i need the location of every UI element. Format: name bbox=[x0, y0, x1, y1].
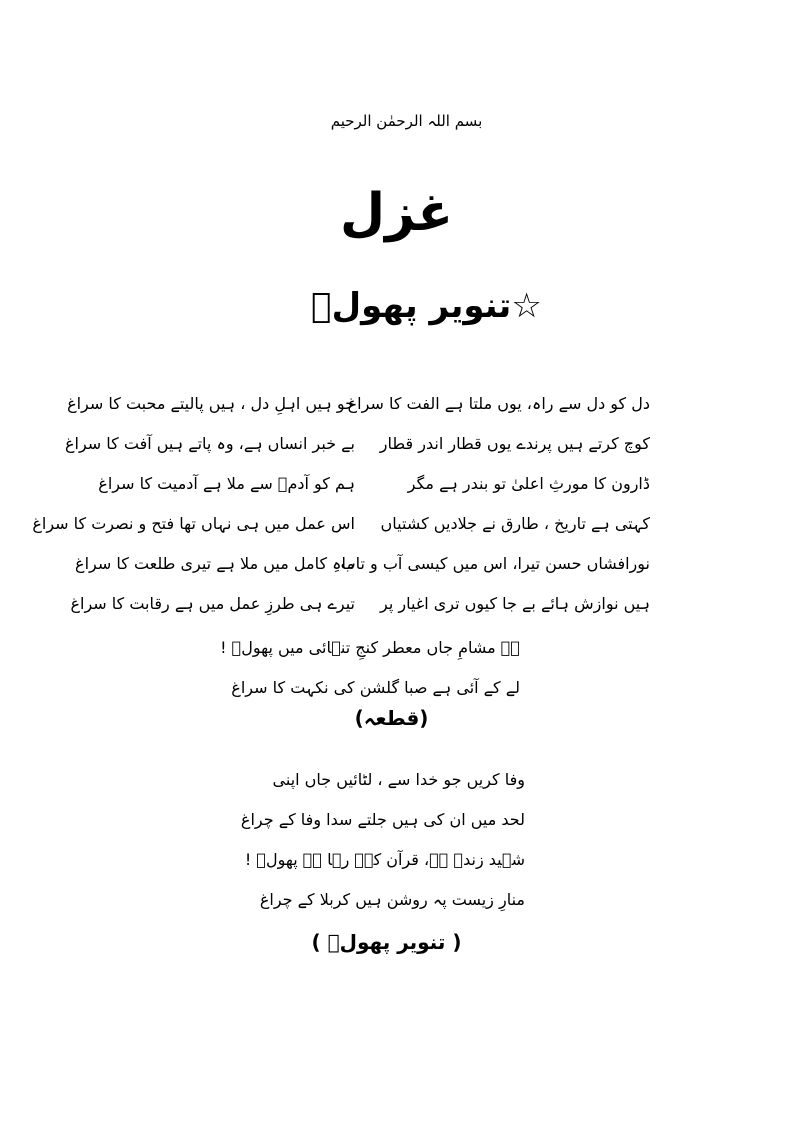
couplet bbox=[64, 424, 650, 464]
couplet-second-line: ماہِ کامل میں ملا ہے تیری طلعت کا سراغ bbox=[75, 554, 355, 573]
qata-heading: (قطعہ) bbox=[354, 706, 429, 730]
qata-line: وفا کریں جو خدا سے ، لٹائیں جاں اپنی bbox=[272, 770, 525, 789]
couplet bbox=[98, 464, 650, 504]
page-title: غزل bbox=[340, 183, 453, 243]
couplet-first-line: ڈارون کا مورثِ اعلیٰ تو بندر ہے مگر bbox=[407, 474, 650, 493]
couplet bbox=[32, 504, 650, 544]
poet-name: ☆تنویر پھولؔ bbox=[311, 286, 542, 326]
couplet-second-line: جو ہیں اہلِ دل ، ہیں پالیتے محبت کا سراغ bbox=[67, 394, 355, 413]
couplet bbox=[70, 584, 650, 624]
couplet-first-line: نورافشاں حسن تیرا، اس میں کیسی آب و تاب bbox=[340, 554, 650, 573]
maqta-line: لے کے آئی ہے صبا گلشن کی نکہت کا سراغ bbox=[231, 678, 520, 697]
maqta-line: ہے مشامِ جاں معطر کنجِ تنہائی میں پھولؔ ! bbox=[220, 638, 520, 657]
couplet-first-line: دل کو دل سے راہ، یوں ملتا ہے الفت کا سراغ bbox=[347, 394, 650, 413]
couplet-first-line: ہیں نوازش ہائے بے جا کیوں تری اغیار پر bbox=[380, 594, 650, 613]
qata-verse bbox=[240, 760, 525, 920]
qata-line: شہید زندہ ہے، قرآن کہہ رہا ہے پھولؔ ! bbox=[244, 850, 525, 869]
couplet-second-line: تیرے ہی طرزِ عمل میں ہے رقابت کا سراغ bbox=[70, 594, 355, 613]
qata-line: منارِ زیست پہ روشن ہیں کربلا کے چراغ bbox=[259, 890, 525, 909]
couplet-first-line: کہتی ہے تاریخ ، طارق نے جلادیں کشتیاں bbox=[380, 514, 650, 533]
couplet bbox=[75, 544, 650, 584]
bismillah-heading: بسم اللہ الرحمٰن الرحیم bbox=[330, 112, 483, 130]
qata-line: لحد میں ان کی ہیں جلتے سدا وفا کے چراغ bbox=[240, 810, 525, 829]
couplet-second-line: اس عمل میں ہی نہاں تھا فتح و نصرت کا سراغ bbox=[32, 514, 355, 533]
couplet-first-line: کوچ کرتے ہیں پرندے یوں قطار اندر قطار bbox=[379, 434, 650, 453]
couplet-second-line: ہم کو آدمؑ سے ملا ہے آدمیت کا سراغ bbox=[98, 474, 355, 493]
maqta-couplet bbox=[220, 630, 520, 710]
couplet bbox=[67, 384, 650, 424]
poet-signature: ( تنویر پھولؔ ) bbox=[311, 930, 462, 954]
ghazal-couplets bbox=[32, 384, 650, 624]
couplet-second-line: بے خبر انساں ہے، وہ پاتے ہیں آفت کا سراغ bbox=[64, 434, 355, 453]
